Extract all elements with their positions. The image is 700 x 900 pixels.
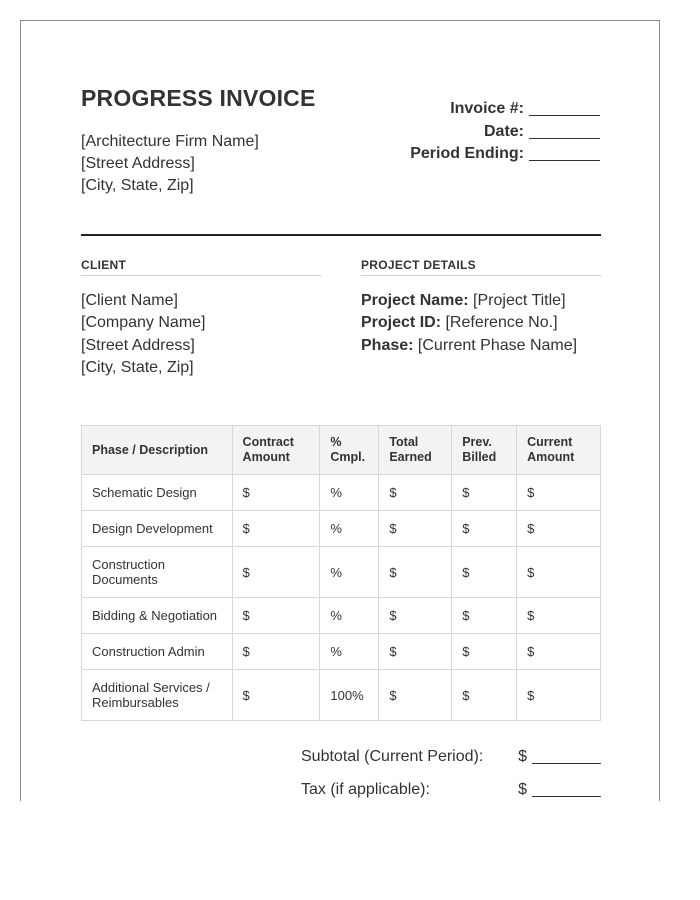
period-ending-label: Period Ending: [410, 145, 524, 162]
cell-contract[interactable]: $ [232, 634, 320, 670]
period-ending-row [410, 143, 600, 166]
cell-contract[interactable]: $ [232, 475, 320, 511]
cell-prev[interactable]: $ [452, 634, 517, 670]
client-heading: CLIENT [81, 258, 321, 276]
subtotal-label: Subtotal (Current Period): [301, 748, 484, 765]
subtotal-value [518, 748, 601, 766]
invoice-number-row [410, 98, 600, 121]
cell-current[interactable]: $ [517, 634, 601, 670]
page-title: PROGRESS INVOICE [81, 85, 316, 111]
col-header-current: Current Amount [517, 426, 601, 475]
col-header-prev: Prev. Billed [452, 426, 517, 475]
table-row [82, 634, 601, 670]
firm-street: [Street Address] [81, 155, 195, 172]
totals-block [301, 745, 601, 801]
subtotal-row [301, 745, 601, 778]
project-id-value: [Reference No.] [445, 314, 558, 332]
invoice-meta [410, 98, 600, 166]
cell-pct[interactable]: % [320, 634, 379, 670]
invoice-number-label: Invoice #: [450, 100, 524, 117]
cell-current[interactable]: $ [517, 670, 601, 721]
cell-phase: Schematic Design [82, 475, 233, 511]
tax-value [518, 781, 601, 799]
client-street: [Street Address] [81, 336, 195, 354]
header-divider [81, 234, 601, 236]
table-row [82, 511, 601, 547]
cell-pct[interactable]: % [320, 475, 379, 511]
client-name: [Client Name] [81, 292, 178, 309]
cell-current[interactable]: $ [517, 511, 601, 547]
cell-phase: Construction Documents [82, 547, 233, 598]
col-header-contract: Contract Amount [232, 426, 320, 475]
table-row [82, 598, 601, 634]
date-field[interactable] [529, 123, 600, 139]
client-city: [City, State, Zip] [81, 358, 194, 376]
col-header-pct: % Cmpl. [320, 426, 379, 475]
cell-earned[interactable]: $ [379, 547, 452, 598]
phase-row [361, 335, 577, 357]
cell-prev[interactable]: $ [452, 511, 517, 547]
cell-contract[interactable]: $ [232, 511, 320, 547]
project-details-heading: PROJECT DETAILS [361, 258, 601, 276]
tax-row [301, 778, 601, 801]
invoice-number-field[interactable] [529, 100, 600, 116]
cell-earned[interactable]: $ [379, 670, 452, 721]
phase-label: Phase: [361, 336, 414, 354]
tax-label: Tax (if applicable): [301, 781, 430, 798]
cell-current[interactable]: $ [517, 475, 601, 511]
firm-address-block [81, 131, 259, 197]
col-header-phase: Phase / Description [82, 426, 233, 475]
firm-city: [City, State, Zip] [81, 177, 194, 194]
cell-current[interactable]: $ [517, 547, 601, 598]
cell-pct[interactable]: % [320, 547, 379, 598]
phase-value: [Current Phase Name] [417, 336, 578, 354]
client-company: [Company Name] [81, 314, 206, 332]
subtotal-field[interactable] [532, 748, 601, 764]
cell-prev[interactable]: $ [452, 670, 517, 721]
cell-earned[interactable]: $ [379, 634, 452, 670]
cell-contract[interactable]: $ [232, 547, 320, 598]
cell-contract[interactable]: $ [232, 598, 320, 634]
cell-contract[interactable]: $ [232, 670, 320, 721]
phases-table [81, 425, 601, 721]
cell-pct[interactable]: 100% [320, 670, 379, 721]
cell-prev[interactable]: $ [452, 475, 517, 511]
cell-current[interactable]: $ [517, 598, 601, 634]
period-ending-field[interactable] [529, 145, 600, 161]
cell-earned[interactable]: $ [379, 511, 452, 547]
col-header-earned: Total Earned [379, 426, 452, 475]
cell-pct[interactable]: % [320, 598, 379, 634]
project-name-label: Project Name: [361, 292, 469, 309]
tax-field[interactable] [532, 781, 601, 797]
project-name-value: [Project Title] [473, 292, 566, 309]
client-block [81, 290, 206, 379]
table-header-row [82, 426, 601, 475]
project-name-row [361, 290, 577, 312]
firm-name: [Architecture Firm Name] [81, 133, 259, 150]
cell-prev[interactable]: $ [452, 598, 517, 634]
cell-pct[interactable]: % [320, 511, 379, 547]
invoice-page [20, 20, 660, 801]
cell-phase: Bidding & Negotiation [82, 598, 233, 634]
cell-phase: Design Development [82, 511, 233, 547]
project-id-label: Project ID: [361, 314, 442, 332]
table-row [82, 475, 601, 511]
table-row [82, 670, 601, 721]
table-row [82, 547, 601, 598]
project-block [361, 290, 577, 357]
cell-prev[interactable]: $ [452, 547, 517, 598]
date-row [410, 121, 600, 144]
cell-earned[interactable]: $ [379, 598, 452, 634]
tax-currency: $ [518, 781, 527, 798]
subtotal-currency: $ [518, 748, 527, 765]
date-label: Date: [483, 122, 524, 140]
cell-phase: Construction Admin [82, 634, 233, 670]
cell-phase: Additional Services / Reimbursables [82, 670, 233, 721]
cell-earned[interactable]: $ [379, 475, 452, 511]
project-id-row [361, 312, 577, 334]
